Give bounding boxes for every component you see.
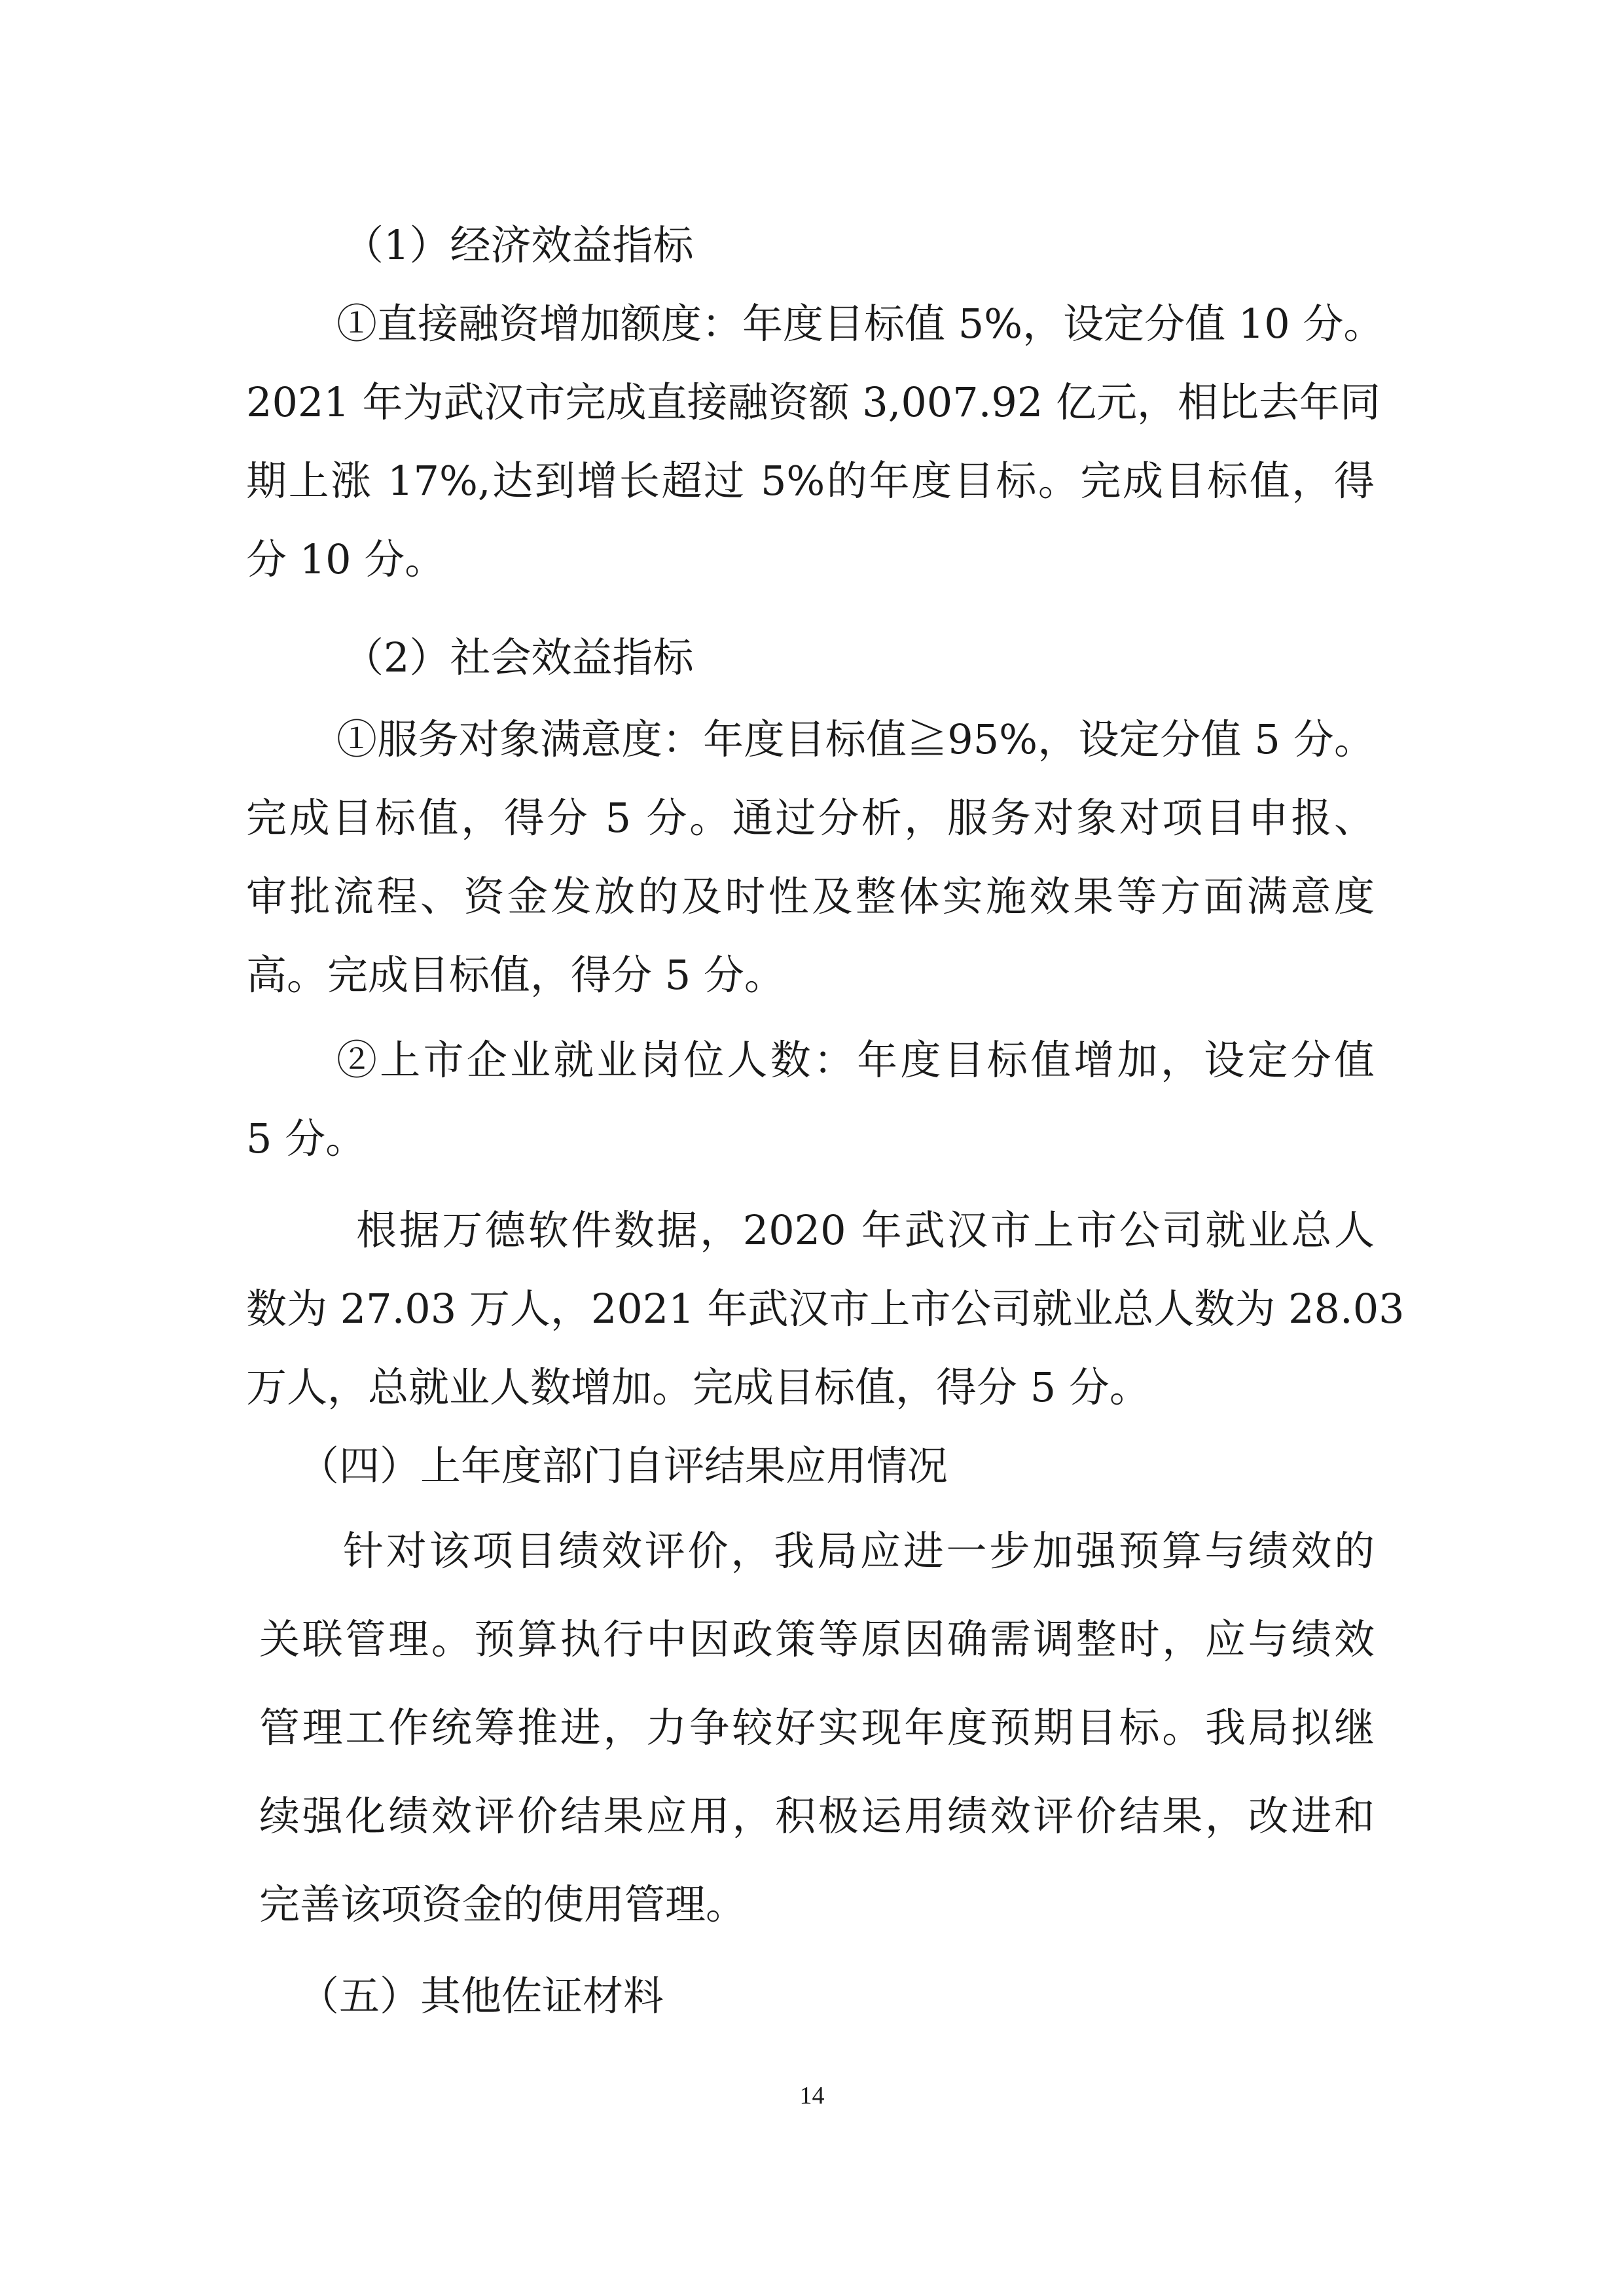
economic-indicators-heading: （1）经济效益指标 (343, 221, 694, 269)
section-four-body-line-1: 针对该项目绩效评价，我局应进一步加强预算与绩效的 (343, 1527, 1375, 1575)
employment-detail-line-3: 万人，总就业人数增加。完成目标值，得分 5 分。 (246, 1363, 1150, 1411)
section-four-body-line-5: 完善该项资金的使用管理。 (259, 1880, 747, 1928)
section-five-heading: （五）其他佐证材料 (298, 1972, 664, 2020)
employment-detail-line-1: 根据万德软件数据，2020 年武汉市上市公司就业总人 (356, 1206, 1375, 1254)
direct-financing-item-line-2: 2021 年为武汉市完成直接融资额 3,007.92 亿元，相比去年同 (246, 378, 1381, 426)
direct-financing-item-line-3: 期上涨 17%,达到增长超过 5%的年度目标。完成目标值，得 (246, 457, 1375, 505)
direct-financing-item-line-4: 分 10 分。 (246, 535, 446, 583)
page-number: 14 (799, 2082, 825, 2109)
satisfaction-item-line-4: 高。完成目标值，得分 5 分。 (246, 951, 785, 999)
section-four-body-line-4: 续强化绩效评价结果应用，积极运用绩效评价结果，改进和 (259, 1792, 1375, 1840)
employment-item-line-2: 5 分。 (246, 1115, 367, 1162)
satisfaction-item-line-1: ①服务对象满意度：年度目标值≧95%，设定分值 5 分。 (336, 715, 1375, 763)
employment-item-line-1: ②上市企业就业岗位人数：年度目标值增加，设定分值 (336, 1036, 1375, 1084)
employment-detail-line-2: 数为 27.03 万人，2021 年武汉市上市公司就业总人数为 28.03 (246, 1285, 1405, 1333)
section-four-heading: （四）上年度部门自评结果应用情况 (298, 1442, 948, 1490)
section-four-body-line-3: 管理工作统筹推进，力争较好实现年度预期目标。我局拟继 (259, 1704, 1375, 1751)
direct-financing-item-line-1: ①直接融资增加额度：年度目标值 5%，设定分值 10 分。 (336, 300, 1384, 348)
satisfaction-item-line-3: 审批流程、资金发放的及时性及整体实施效果等方面满意度 (246, 872, 1375, 920)
satisfaction-item-line-2: 完成目标值，得分 5 分。通过分析，服务对象对项目申报、 (246, 794, 1375, 842)
social-indicators-heading: （2）社会效益指标 (343, 634, 694, 681)
section-four-body-line-2: 关联管理。预算执行中因政策等原因确需调整时，应与绩效 (259, 1615, 1375, 1663)
